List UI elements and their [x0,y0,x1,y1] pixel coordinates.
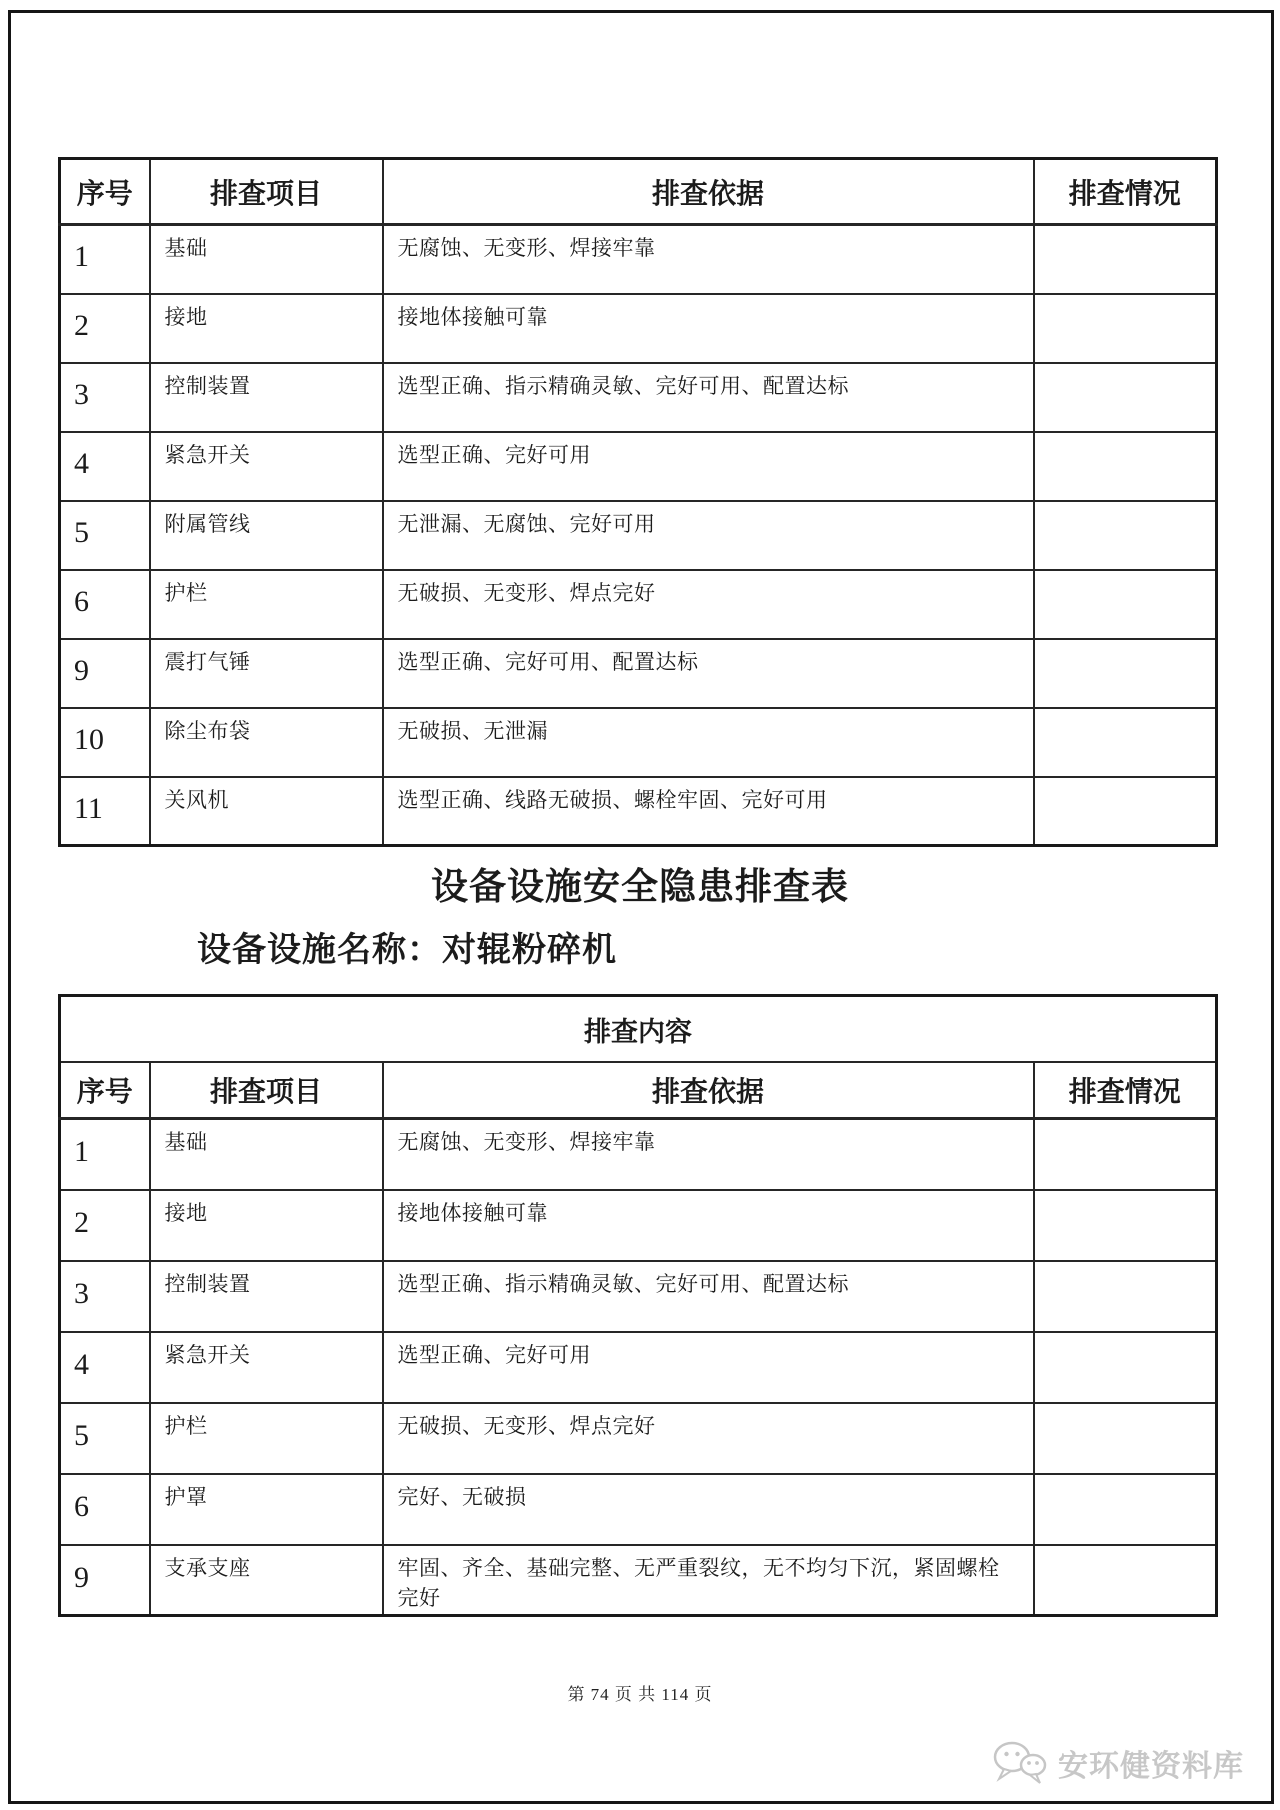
table-row [60,570,1217,639]
row-no: 9 [60,639,150,708]
row-item: 控制装置 [150,1261,383,1332]
row-basis: 选型正确、指示精确灵敏、完好可用、配置达标 [383,363,1034,432]
row-item: 紧急开关 [150,432,383,501]
row-status [1034,432,1217,501]
row-status [1034,294,1217,363]
row-item: 除尘布袋 [150,708,383,777]
row-no: 4 [60,432,150,501]
col-header-item: 排查项目 [150,1062,383,1119]
row-basis: 牢固、齐全、基础完整、无严重裂纹，无不均匀下沉，紧固螺栓完好 [383,1545,1034,1616]
table2-section-header-row [60,996,1217,1063]
row-item: 震打气锤 [150,639,383,708]
row-status [1034,1545,1217,1616]
row-no: 5 [60,1403,150,1474]
table-row [60,225,1217,294]
col-header-item: 排查项目 [150,159,383,225]
row-item: 基础 [150,225,383,294]
row-no: 9 [60,1545,150,1616]
row-item: 基础 [150,1119,383,1190]
row-item: 控制装置 [150,363,383,432]
table1-header-row [60,159,1217,225]
col-header-no: 序号 [60,159,150,225]
row-status [1034,639,1217,708]
table-row [60,1474,1217,1545]
row-item: 接地 [150,294,383,363]
row-status [1034,570,1217,639]
row-no: 1 [60,1119,150,1190]
row-status [1034,501,1217,570]
row-no: 11 [60,777,150,846]
col-header-basis: 排查依据 [383,1062,1034,1119]
row-status [1034,363,1217,432]
row-item: 附属管线 [150,501,383,570]
inspection-table-1 [58,157,1218,847]
row-no: 4 [60,1332,150,1403]
row-no: 10 [60,708,150,777]
row-no: 2 [60,294,150,363]
row-status [1034,708,1217,777]
row-no: 3 [60,363,150,432]
row-item: 支承支座 [150,1545,383,1616]
row-status [1034,1332,1217,1403]
row-no: 6 [60,1474,150,1545]
table-row [60,1190,1217,1261]
device-name-label: 设备设施名称：对辊粉碎机 [197,932,617,969]
row-status [1034,1119,1217,1190]
row-status [1034,1474,1217,1545]
table2-header-row [60,1062,1217,1119]
row-basis: 接地体接触可靠 [383,294,1034,363]
row-basis: 无泄漏、无腐蚀、完好可用 [383,501,1034,570]
row-basis: 选型正确、指示精确灵敏、完好可用、配置达标 [383,1261,1034,1332]
watermark-text: 安环健资料库 [1058,1750,1244,1783]
table-row [60,294,1217,363]
row-basis: 选型正确、完好可用 [383,432,1034,501]
row-no: 2 [60,1190,150,1261]
table-row [60,708,1217,777]
col-header-status: 排查情况 [1034,1062,1217,1119]
row-basis: 完好、无破损 [383,1474,1034,1545]
row-status [1034,1190,1217,1261]
table-row [60,1332,1217,1403]
col-header-status: 排查情况 [1034,159,1217,225]
col-header-basis: 排查依据 [383,159,1034,225]
table-row [60,1403,1217,1474]
table-row [60,777,1217,846]
row-item: 紧急开关 [150,1332,383,1403]
row-basis: 无腐蚀、无变形、焊接牢靠 [383,225,1034,294]
section-header: 排查内容 [60,996,1217,1063]
page-title: 设备设施安全隐患排查表 [431,867,849,908]
row-status [1034,777,1217,846]
page-number: 第 74 页 共 114 页 [567,1685,713,1704]
row-no: 6 [60,570,150,639]
inspection-table-2 [58,994,1218,1617]
table-row [60,1261,1217,1332]
table-row [60,1545,1217,1616]
row-item: 护栏 [150,570,383,639]
row-basis: 接地体接触可靠 [383,1190,1034,1261]
row-basis: 选型正确、完好可用 [383,1332,1034,1403]
row-item: 关风机 [150,777,383,846]
row-item: 护栏 [150,1403,383,1474]
row-basis: 无腐蚀、无变形、焊接牢靠 [383,1119,1034,1190]
row-no: 3 [60,1261,150,1332]
row-basis: 无破损、无变形、焊点完好 [383,570,1034,639]
row-basis: 无破损、无泄漏 [383,708,1034,777]
col-header-no: 序号 [60,1062,150,1119]
table-row [60,1119,1217,1190]
table-row [60,501,1217,570]
row-item: 接地 [150,1190,383,1261]
row-status [1034,1403,1217,1474]
table-row [60,639,1217,708]
row-status [1034,225,1217,294]
row-basis: 选型正确、线路无破损、螺栓牢固、完好可用 [383,777,1034,846]
table-row [60,363,1217,432]
row-item: 护罩 [150,1474,383,1545]
watermark [992,1740,1244,1786]
row-basis: 选型正确、完好可用、配置达标 [383,639,1034,708]
table-row [60,432,1217,501]
wechat-icon [992,1740,1048,1786]
row-status [1034,1261,1217,1332]
row-no: 1 [60,225,150,294]
row-no: 5 [60,501,150,570]
row-basis: 无破损、无变形、焊点完好 [383,1403,1034,1474]
